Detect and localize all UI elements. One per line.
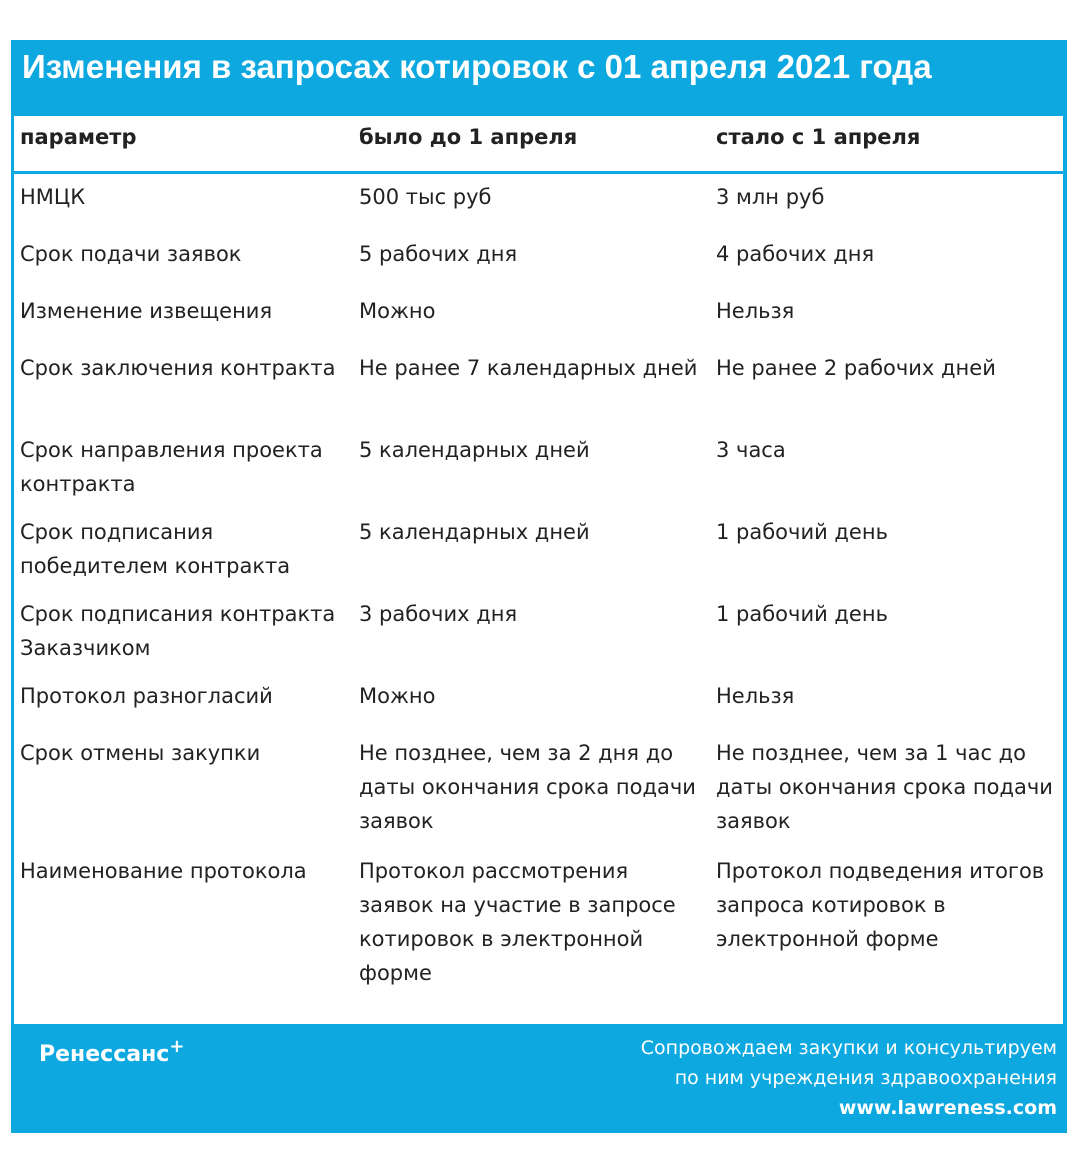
- footer-url[interactable]: www.lawreness.com: [838, 1097, 1057, 1119]
- row-after: 3 млн руб: [716, 185, 825, 209]
- row-param: Срок заключения контракта: [20, 356, 336, 380]
- table-header: [14, 116, 1063, 174]
- row-param: Срок отмены закупки: [20, 741, 261, 765]
- row-after: 1 рабочий день: [716, 520, 888, 544]
- row-param: Наименование протокола: [20, 859, 307, 883]
- row-before: Можно: [359, 299, 436, 323]
- row-after: 4 рабочих дня: [716, 242, 875, 266]
- row-before: Не позднее, чем за 2 дня до даты окончания срока подачи заявок: [359, 741, 696, 833]
- row-after: Не позднее, чем за 1 час до даты окончания срока подачи заявок: [716, 741, 1053, 833]
- row-after: Протокол подведения итогов запроса котировок в электронной форме: [716, 859, 1045, 951]
- row-before: 500 тыс руб: [359, 185, 492, 209]
- row-before: Протокол рассмотрения заявок на участие в запросе котировок в электронной форме: [359, 859, 676, 985]
- row-param: Срок направления проекта контракта: [20, 438, 323, 496]
- row-param: Срок подписания контракта Заказчиком: [20, 602, 336, 660]
- row-before: 5 рабочих дня: [359, 242, 518, 266]
- card: [11, 40, 1067, 1133]
- brand-logo-plus: +: [169, 1036, 185, 1057]
- footer-tagline: [641, 1033, 1057, 1123]
- footer-line2: по ним учреждения здравоохранения: [674, 1067, 1057, 1089]
- row-after: Нельзя: [716, 299, 795, 323]
- row-before: 5 календарных дней: [359, 520, 590, 544]
- row-param: Срок подписания победителем контракта: [20, 520, 291, 578]
- row-after: 3 часа: [716, 438, 786, 462]
- row-param: НМЦК: [20, 185, 86, 209]
- header-param: параметр: [20, 125, 137, 149]
- row-after: Нельзя: [716, 684, 795, 708]
- header-after: стало с 1 апреля: [716, 125, 921, 149]
- page-title: Изменения в запросах котировок с 01 апреля 2021 года: [22, 48, 932, 85]
- row-param: Протокол разногласий: [20, 684, 273, 708]
- header-before: было до 1 апреля: [359, 125, 578, 149]
- row-before: 5 календарных дней: [359, 438, 590, 462]
- row-before: Можно: [359, 684, 436, 708]
- row-param: Изменение извещения: [20, 299, 273, 323]
- row-after: 1 рабочий день: [716, 602, 888, 626]
- row-after: Не ранее 2 рабочих дней: [716, 356, 996, 380]
- brand-logo-text: Ренессанс: [39, 1042, 170, 1067]
- brand-logo: [39, 1036, 185, 1070]
- comparison-table: [14, 116, 1063, 1024]
- row-param: Срок подачи заявок: [20, 242, 242, 266]
- row-before: 3 рабочих дня: [359, 602, 518, 626]
- row-before: Не ранее 7 календарных дней: [359, 356, 698, 380]
- footer-line1: Сопровождаем закупки и консультируем: [640, 1037, 1057, 1059]
